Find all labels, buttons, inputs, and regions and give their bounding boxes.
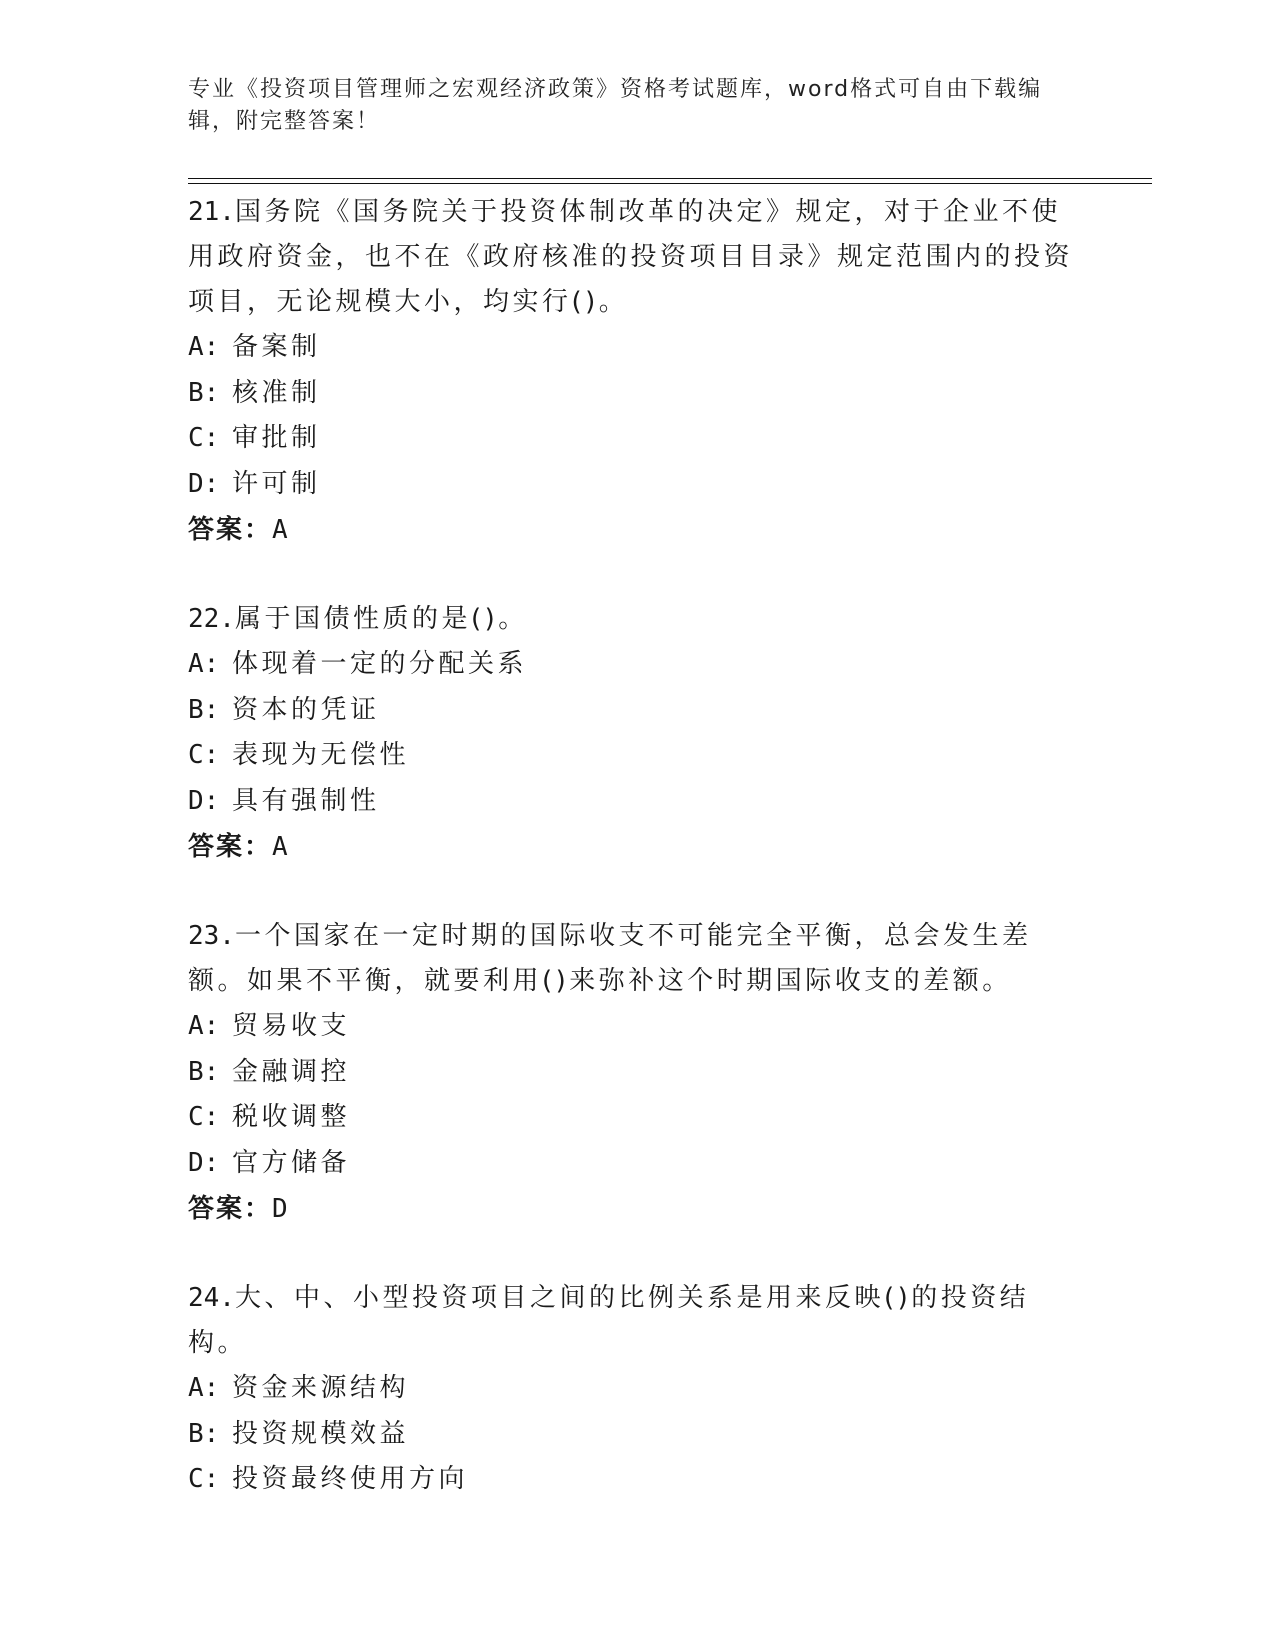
question-list — [188, 190, 1088, 1547]
answer-value: A — [272, 832, 290, 862]
answer-label: 答案： — [188, 1194, 273, 1224]
option-text: 备案制 — [232, 332, 321, 362]
option-text: 投资最终使用方向 — [232, 1464, 469, 1494]
option-text: 许可制 — [232, 468, 321, 499]
option-c — [188, 1457, 1088, 1503]
question-stem — [188, 1276, 1088, 1366]
document-header: 专业《投资项目管理师之宏观经济政策》资格考试题库，word格式可自由下载编辑，附完整答案！ — [188, 77, 1043, 134]
option-key: D: — [188, 1147, 220, 1178]
question-text: 国务院《国务院关于投资体制改革的决定》规定，对于企业不使用政府资金，也不在《政府核准的投资项目目录》规定范围内的投资项目，无论规模大小，均实行()。 — [188, 197, 1074, 317]
option-a — [188, 325, 1088, 371]
option-key: D: — [188, 468, 220, 499]
option-b — [188, 1412, 1088, 1458]
question-23 — [188, 914, 1088, 1232]
option-a — [188, 642, 1088, 688]
header-rule-bottom — [188, 183, 1152, 184]
option-key: A: — [188, 332, 220, 362]
answer — [188, 824, 1088, 870]
option-text: 金融调控 — [232, 1056, 351, 1087]
option-text: 具有强制性 — [232, 785, 380, 816]
option-key: B: — [188, 1418, 220, 1449]
answer-value: A — [272, 515, 290, 545]
question-number: 21. — [188, 197, 235, 227]
question-stem — [188, 914, 1088, 1004]
option-text: 官方储备 — [232, 1147, 351, 1178]
option-d — [188, 779, 1088, 825]
header-rule-top — [188, 178, 1152, 179]
option-key: A: — [188, 649, 220, 679]
question-number: 22. — [188, 604, 235, 634]
option-text: 体现着一定的分配关系 — [232, 649, 528, 679]
option-a — [188, 1366, 1088, 1412]
question-text: 属于国债性质的是()。 — [234, 604, 528, 634]
option-text: 资本的凭证 — [232, 694, 380, 725]
option-c — [188, 733, 1088, 779]
option-d — [188, 1141, 1088, 1187]
option-key: C: — [188, 423, 220, 453]
question-stem — [188, 597, 1088, 642]
option-c — [188, 1095, 1088, 1141]
option-key: B: — [188, 1056, 220, 1087]
question-24 — [188, 1276, 1088, 1503]
question-number: 24. — [188, 1283, 235, 1313]
option-key: A: — [188, 1011, 220, 1041]
answer — [188, 507, 1088, 553]
option-a — [188, 1004, 1088, 1050]
answer-value: D — [272, 1194, 290, 1224]
answer-label: 答案： — [188, 832, 273, 862]
option-text: 投资规模效益 — [232, 1418, 410, 1449]
question-21 — [188, 190, 1088, 553]
option-key: D: — [188, 785, 220, 816]
question-text: 一个国家在一定时期的国际收支不可能完全平衡，总会发生差额。如果不平衡，就要利用()来弥补这个时期国际收支的差额。 — [188, 921, 1032, 996]
option-b — [188, 371, 1088, 417]
option-d — [188, 462, 1088, 508]
option-text: 税收调整 — [232, 1102, 351, 1132]
option-key: C: — [188, 1102, 220, 1132]
option-b — [188, 688, 1088, 734]
option-text: 贸易收支 — [232, 1011, 351, 1041]
option-text: 核准制 — [232, 377, 321, 408]
answer — [188, 1186, 1088, 1232]
question-text: 大、中、小型投资项目之间的比例关系是用来反映()的投资结构。 — [188, 1283, 1030, 1358]
option-key: C: — [188, 1464, 220, 1494]
option-b — [188, 1050, 1088, 1096]
option-key: B: — [188, 694, 220, 725]
question-22 — [188, 597, 1088, 870]
option-text: 审批制 — [232, 423, 321, 453]
option-c — [188, 416, 1088, 462]
question-number: 23. — [188, 921, 235, 951]
answer-label: 答案： — [188, 515, 273, 545]
option-key: A: — [188, 1373, 220, 1403]
question-stem — [188, 190, 1088, 325]
option-text: 表现为无偿性 — [232, 740, 410, 770]
option-text: 资金来源结构 — [232, 1373, 410, 1403]
option-key: C: — [188, 740, 220, 770]
option-key: B: — [188, 377, 220, 408]
